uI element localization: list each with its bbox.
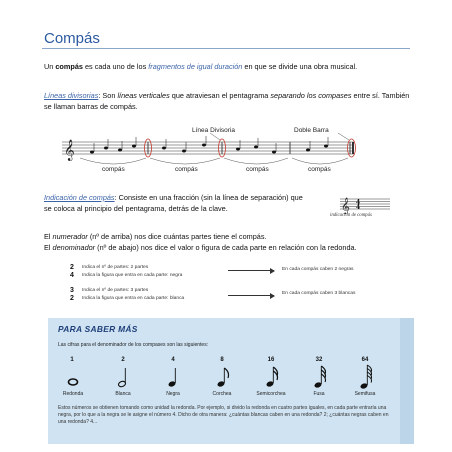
paragraph-numerador-denominador <box>44 232 410 253</box>
note-name: Semifusa <box>354 391 376 397</box>
example1-result: En cada compás caben 2 negras <box>282 267 354 272</box>
text: que atraviesan el pentagrama <box>169 91 271 100</box>
label-doble-barra: Doble Barra <box>294 127 329 134</box>
denominator-number: 2 <box>121 357 125 363</box>
label-compas: compás <box>102 166 125 173</box>
example2-result: En cada compás caben 3 blancas <box>282 291 356 296</box>
text: en que se divide una obra musical. <box>242 62 358 71</box>
staff-barlines-illustration <box>58 126 358 176</box>
text: : Son <box>98 91 118 100</box>
denominator-number: 4 <box>171 357 175 363</box>
denominator-number: 32 <box>315 357 323 363</box>
paragraph-compas-definition <box>44 62 410 73</box>
note-name: Semicorchea <box>256 391 286 397</box>
time-signature-illustration <box>338 194 392 224</box>
text: es cada uno de los <box>82 62 149 71</box>
info-box-intro: Las cifras para el denominador de los compases son las siguientes: <box>58 342 209 348</box>
text: entre sí. También se llaman barras de compás. <box>44 91 410 111</box>
svg-text:4: 4 <box>356 204 361 212</box>
time-signature-svg <box>338 194 392 214</box>
label-compas: compás <box>175 166 198 173</box>
note-figures <box>58 364 398 390</box>
text: Un <box>44 62 56 71</box>
denominator-number: 1 <box>70 357 74 363</box>
info-box-footer: Estos números se obtienen tomando como unidad la redonda. Por ejemplo, si divido la redonda en cuatro partes iguales, en cada parte entraría una negra, por lo que a la negra se le asigne el número 4. Dicho de otra manera: ¿cuántas blancas caben en una redonda? 2; ¿cuántas negras caben en una redonda? 4... <box>58 405 389 426</box>
highlight-term: fragmentos de igual duración <box>148 62 243 71</box>
example2-numerator: 3 <box>70 287 74 294</box>
term-indicacion-compas: Indicación de compás <box>44 193 115 202</box>
text: El <box>44 242 53 252</box>
note-name: Corchea <box>212 391 232 397</box>
example1-denominator: 4 <box>70 272 74 279</box>
arrow-right-icon <box>228 295 274 296</box>
negra-note-icon <box>168 368 176 388</box>
blanca-note-icon <box>118 368 126 388</box>
example2-line1: Indica el nº de partes: 3 partes <box>82 288 149 293</box>
example1-line1: Indica el nº de partes: 2 partes <box>82 265 149 270</box>
arrow-right-icon <box>228 270 274 271</box>
example1-numerator: 2 <box>70 264 74 271</box>
italic-term: líneas verticales <box>117 91 170 100</box>
denominator-number: 64 <box>361 357 369 363</box>
denominator-number: 8 <box>220 357 224 363</box>
text: (nº de arriba) nos dice cuántas partes tiene el compás. <box>87 232 267 241</box>
example2-line2: Indica la figura que entra en cada parte: blanca <box>82 296 185 301</box>
text: (nº de abajo) nos dice el valor o figura de cada parte en relación con la redonda. <box>95 242 357 252</box>
label-compas: compás <box>246 166 269 173</box>
bold-term-compas: compás <box>55 62 83 71</box>
paragraph-lineas-divisorias <box>44 91 410 112</box>
page-title: Compás <box>44 30 100 47</box>
example2-denominator: 2 <box>70 295 74 302</box>
svg-text:𝄞: 𝄞 <box>341 197 350 214</box>
info-box-title: PARA SABER MÁS <box>58 324 138 334</box>
example1-line2: Indica la figura que entra en cada parte: negra <box>82 273 183 278</box>
semifusa-note-icon <box>360 365 372 390</box>
label-compas: compás <box>308 166 331 173</box>
note-name: Negra <box>166 391 180 397</box>
note-name: Blanca <box>115 391 131 397</box>
svg-text:4: 4 <box>356 199 361 207</box>
caption-indicacion-compas: indicación de compás <box>330 213 372 218</box>
italic-term-denominador: denominador <box>52 242 96 252</box>
label-linea-divisoria: Línea Divisoria <box>192 127 235 134</box>
title-divider <box>42 48 410 49</box>
paragraph-indicacion-compas <box>44 193 306 214</box>
fusa-note-icon <box>314 366 326 389</box>
italic-term: separando los compases <box>270 91 352 100</box>
text: El <box>44 232 53 241</box>
semicorchea-note-icon <box>266 367 278 388</box>
note-name: Redonda <box>62 391 84 397</box>
italic-term-numerador: numerador <box>52 232 88 241</box>
note-name: Fusa <box>313 391 325 397</box>
denominator-number: 16 <box>267 357 275 363</box>
term-lineas-divisorias: Líneas divisorias <box>44 91 99 100</box>
text: : Consiste en una fracción (sin la línea de separación) que se coloca al principio del pentagrama, detrás de la clave. <box>44 193 303 213</box>
svg-text:𝄞: 𝄞 <box>64 140 75 161</box>
corchea-note-icon <box>217 368 229 388</box>
info-box-shadow <box>400 318 414 444</box>
redonda-note-icon <box>69 379 78 385</box>
